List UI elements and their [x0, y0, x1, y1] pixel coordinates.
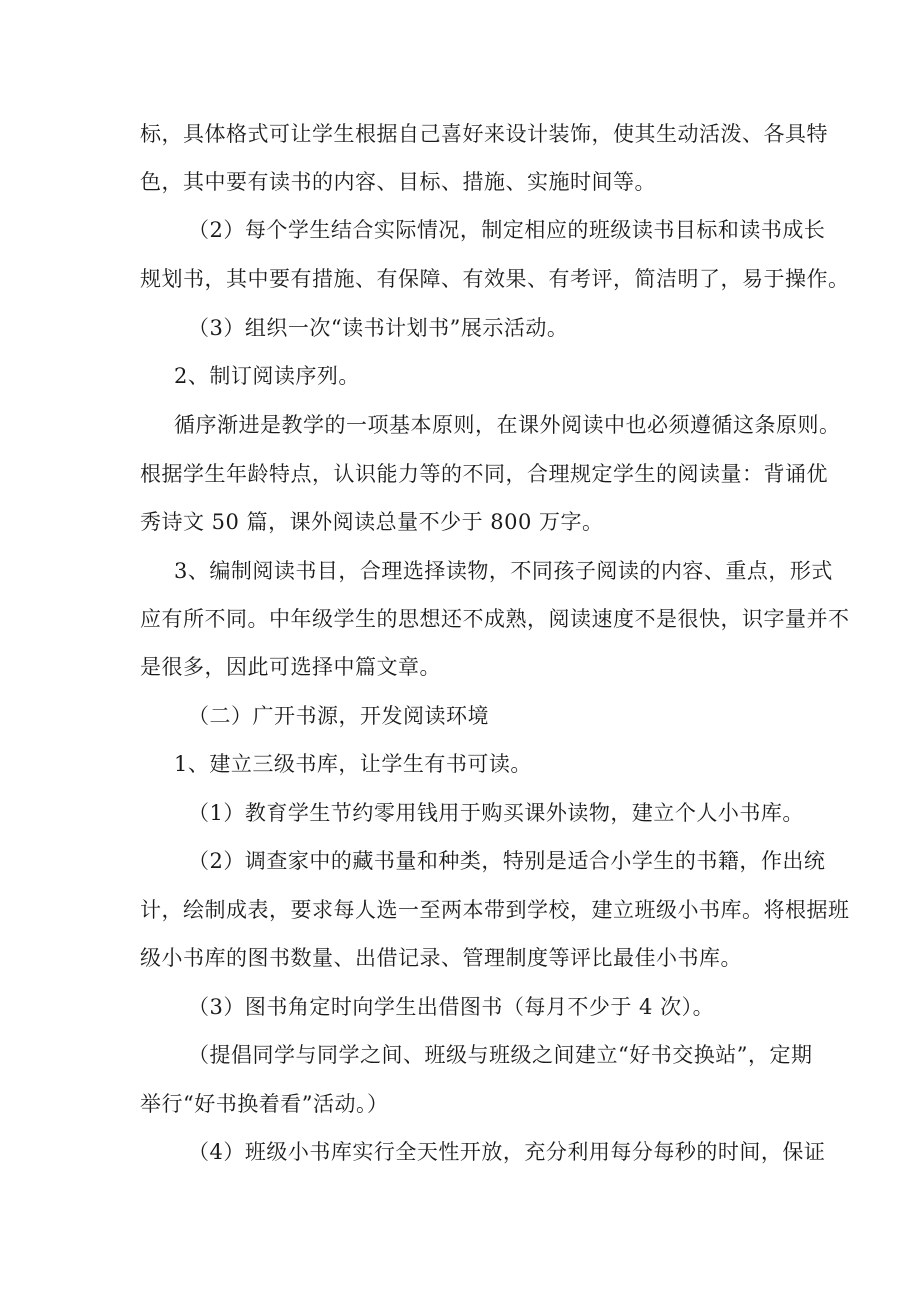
text-line: 秀诗文 50 篇，课外阅读总量不少于 800 万字。: [140, 510, 604, 534]
text-line: 循序渐进是教学的一项基本原则，在课外阅读中也必须遵循这条原则。: [174, 413, 841, 437]
text-line: （3）图书角定时向学生出借图书（每月不少于 4 次）。: [188, 995, 715, 1019]
text-line: （3）组织一次“读书计划书”展示活动。: [188, 316, 569, 340]
text-line: （1）教育学生节约零用钱用于购买课外读物，建立个人小书库。: [188, 801, 804, 825]
text-line: 标，具体格式可让学生根据自己喜好来设计装饰，使其生动活泼、各具特: [140, 122, 828, 146]
text-line: （4）班级小书库实行全天性开放，充分利用每分每秒的时间，保证: [188, 1140, 826, 1164]
section-heading: （二）广开书源，开发阅读环境: [188, 704, 489, 728]
text-line: 级小书库的图书数量、出借记录、管理制度等评比最佳小书库。: [140, 946, 742, 970]
text-line: 2、制订阅读序列。: [174, 364, 360, 388]
text-line: （2）调查家中的藏书量和种类，特别是适合小学生的书籍，作出统: [188, 849, 826, 873]
text-line: 色，其中要有读书的内容、目标、措施、实施时间等。: [140, 170, 656, 194]
text-line: 规划书，其中要有措施、有保障、有效果、有考评，简洁明了，易于操作。: [140, 267, 850, 291]
text-line: 根据学生年龄特点，认识能力等的不同，合理规定学生的阅读量：背诵优: [140, 462, 828, 486]
text-line: 计，绘制成表，要求每人选一至两本带到学校，建立班级小书库。将根据班: [140, 898, 850, 922]
text-line: 3、编制阅读书目，合理选择读物，不同孩子阅读的内容、重点，形式: [174, 559, 833, 583]
text-line: 应有所不同。中年级学生的思想还不成熟，阅读速度不是很快，识字量并不: [140, 607, 850, 631]
text-line: （2）每个学生结合实际情况，制定相应的班级读书目标和读书成长: [188, 218, 826, 242]
text-line: （提倡同学与同学之间、班级与班级之间建立“好书交换站”，定期: [188, 1043, 813, 1067]
text-line: 是很多，因此可选择中篇文章。: [140, 655, 441, 679]
text-line: 1、建立三级书库，让学生有书可读。: [174, 752, 532, 776]
text-line: 举行“好书换着看”活动。）: [140, 1092, 389, 1116]
